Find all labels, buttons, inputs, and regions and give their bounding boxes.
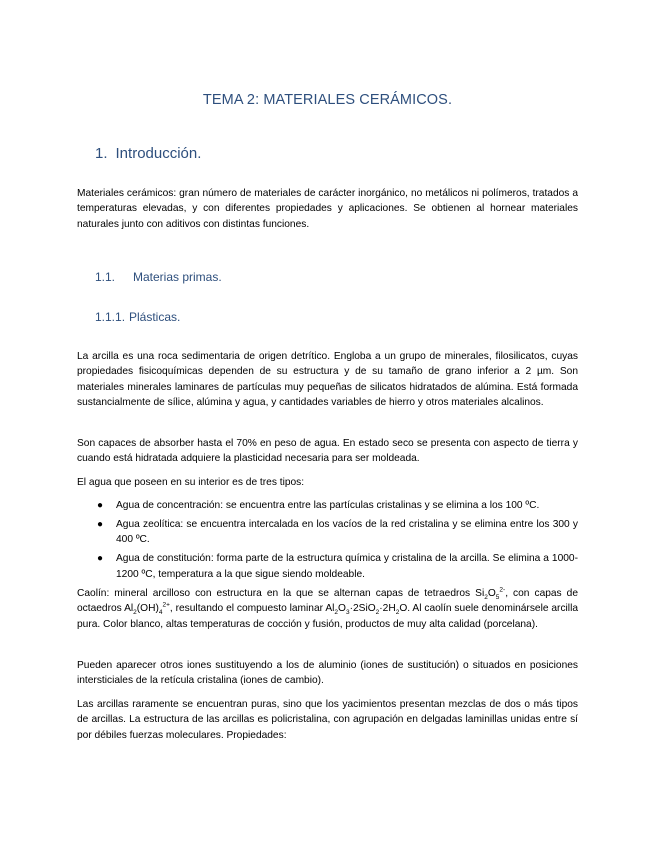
list-item: ● Agua de concentración: se encuentra entre las partículas cristalinas y se elimina a los 100 ºC.: [77, 498, 578, 513]
propiedades-paragraph: Las arcillas raramente se encuentran puras, sino que los yacimientos presentan mezclas de dos o más tipos de arcillas. La estructura de las arcillas es policristalina, con agrupación en delgadas laminillas unidas entre sí por débiles fuerzas moleculares. Propiedades:: [77, 699, 578, 741]
heading-number: 1.: [95, 145, 108, 162]
intro-paragraph: Materiales cerámicos: gran número de materiales de carácter inorgánico, no metálicos ni polímeros, tratados a temperaturas elevadas, y con diferentes propiedades y aplicaciones. Se obtienen al hornear materiales naturales junto con aditivos con distintas funciones.: [77, 188, 578, 230]
bullet-icon: ●: [97, 500, 104, 511]
list-item: ● Agua zeolítica: se encuentra intercalada en los vacíos de la red cristalina y se elimina entre los 300 y 400 ºC.: [97, 518, 578, 546]
heading-introduccion: [95, 145, 201, 162]
iones-paragraph: Pueden aparecer otros iones sustituyendo a los de aluminio (iones de sustitución) o situados en posiciones intersticiales de la retícula cristalina (iones de cambio).: [77, 660, 578, 687]
agua-intro-paragraph: El agua que poseen en su interior es de tres tipos:: [77, 477, 305, 488]
heading-text: Plásticas.: [129, 310, 181, 324]
arcilla-paragraph: La arcilla es una roca sedimentaria de origen detrítico. Engloba a un grupo de minerales, filosilicatos, cuyas propiedades fisicoquímicas dependen de su estructura y de su tamaño de grano inferior a 2 µm. Son materiales minerales laminares de partículas muy pequeñas de silicatos hidratados de alúmina. Está formada sustancialmente de sílice, alúmina y agua, y cantidades variables de hierro y otros materiales alcalinos.: [77, 351, 578, 409]
heading-text: Materias primas.: [133, 270, 222, 284]
absorcion-paragraph: Son capaces de absorber hasta el 70% en peso de agua. En estado seco se presenta con aspecto de tierra y cuando está hidratada adquiere la plasticidad necesaria para ser moldeada.: [77, 438, 578, 465]
agua-types-list: [77, 498, 578, 586]
bullet-icon: ●: [97, 518, 104, 530]
caolin-paragraph: Caolín: mineral arcilloso con estructura en la que se alternan capas de tetraedros $Si_2O_5^{2-}$, con capas de octaedros $Al_2(OH)_4^{2+}$, resultando el compuesto laminar $Al_2O_3\cdot 2SiO_2\cdot 2H_2O$. Al caolín suele denominársele arcilla pura. Color blanco, altas temperaturas de cocción y fusión, productos de muy alta calidad (porcelana).: [77, 586, 579, 630]
list-item: ● Agua de constitución: forma parte de la estructura química y cristalina de la arcilla. Se elimina a 1000-1200 ºC, temperatura a la que sigue siendo moldeable.: [97, 553, 578, 580]
heading-text: Introducción.: [115, 145, 202, 162]
heading-plasticas: [95, 310, 180, 324]
page-title: TEMA 2: MATERIALES CERÁMICOS.: [202, 92, 453, 108]
heading-number: 1.1.1.: [95, 310, 126, 324]
bullet-icon: ●: [97, 553, 104, 565]
heading-number: 1.1.: [95, 270, 116, 284]
heading-materias-primas: [95, 270, 222, 284]
